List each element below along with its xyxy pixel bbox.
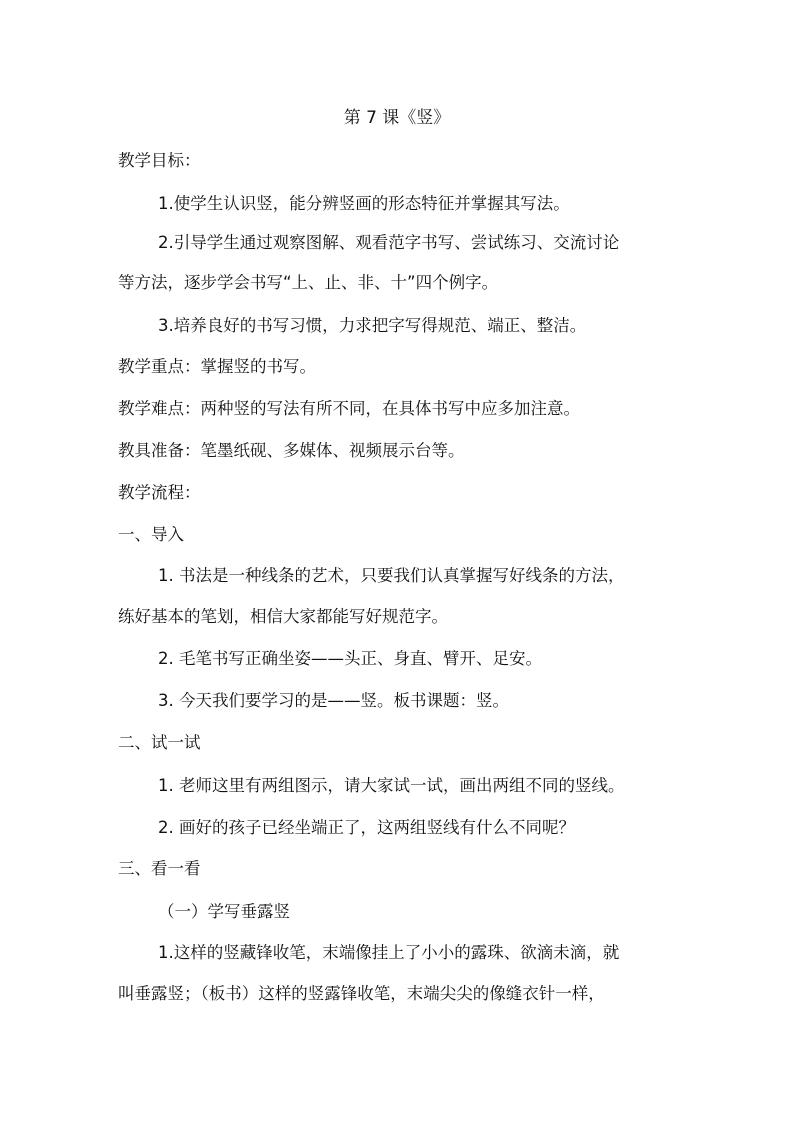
- section-line: 3. 今天我们要学习的是——竖。板书课题：竖。: [158, 691, 509, 710]
- objective-line: 3.培养良好的书写习惯，力求把字写得规范、端正、整洁。: [158, 316, 587, 335]
- section-line: 2. 画好的孩子已经坐端正了，这两组竖线有什么不同呢？: [158, 818, 575, 837]
- section-heading-try: 二、试一试: [118, 733, 201, 752]
- section-line: 练好基本的笔划，相信大家都能写好规范字。: [118, 607, 448, 626]
- materials: 教具准备：笔墨纸砚、多媒体、视频展示台等。: [118, 441, 465, 460]
- objective-line: 2.引导学生通过观察图解、观看范字书写、尝试练习、交流讨论: [158, 233, 620, 252]
- section-heading-intro: 一、导入: [118, 525, 184, 544]
- sub-heading: （一）学写垂露竖: [158, 902, 290, 921]
- section-heading-look: 三、看一看: [118, 859, 201, 878]
- section-line: 1. 老师这里有两组图示，请大家试一试，画出两组不同的竖线。: [158, 776, 625, 795]
- section-line: 1. 书法是一种线条的艺术，只要我们认真掌握写好线条的方法，: [158, 566, 625, 585]
- objective-line: 等方法，逐步学会书写“上、止、非、十”四个例字。: [118, 273, 499, 292]
- section-line: 2. 毛笔书写正确坐姿——头正、身直、臂开、足安。: [158, 649, 542, 668]
- section-line: 1.这样的竖藏锋收笔，末端像挂上了小小的露珠、欲滴未滴，就: [158, 943, 620, 962]
- key-point: 教学重点：掌握竖的书写。: [118, 357, 316, 376]
- section-line: 叫垂露竖；（板书）这样的竖露锋收笔，末端尖尖的像缝衣针一样，: [118, 984, 605, 1003]
- objectives-heading: 教学目标：: [118, 151, 201, 170]
- process-heading: 教学流程：: [118, 483, 201, 502]
- difficulty: 教学难点：两种竖的写法有所不同，在具体书写中应多加注意。: [118, 399, 580, 418]
- objective-line: 1.使学生认识竖，能分辨竖画的形态特征并掌握其写法。: [158, 194, 570, 213]
- lesson-title: 第 7 课《竖》: [343, 108, 451, 128]
